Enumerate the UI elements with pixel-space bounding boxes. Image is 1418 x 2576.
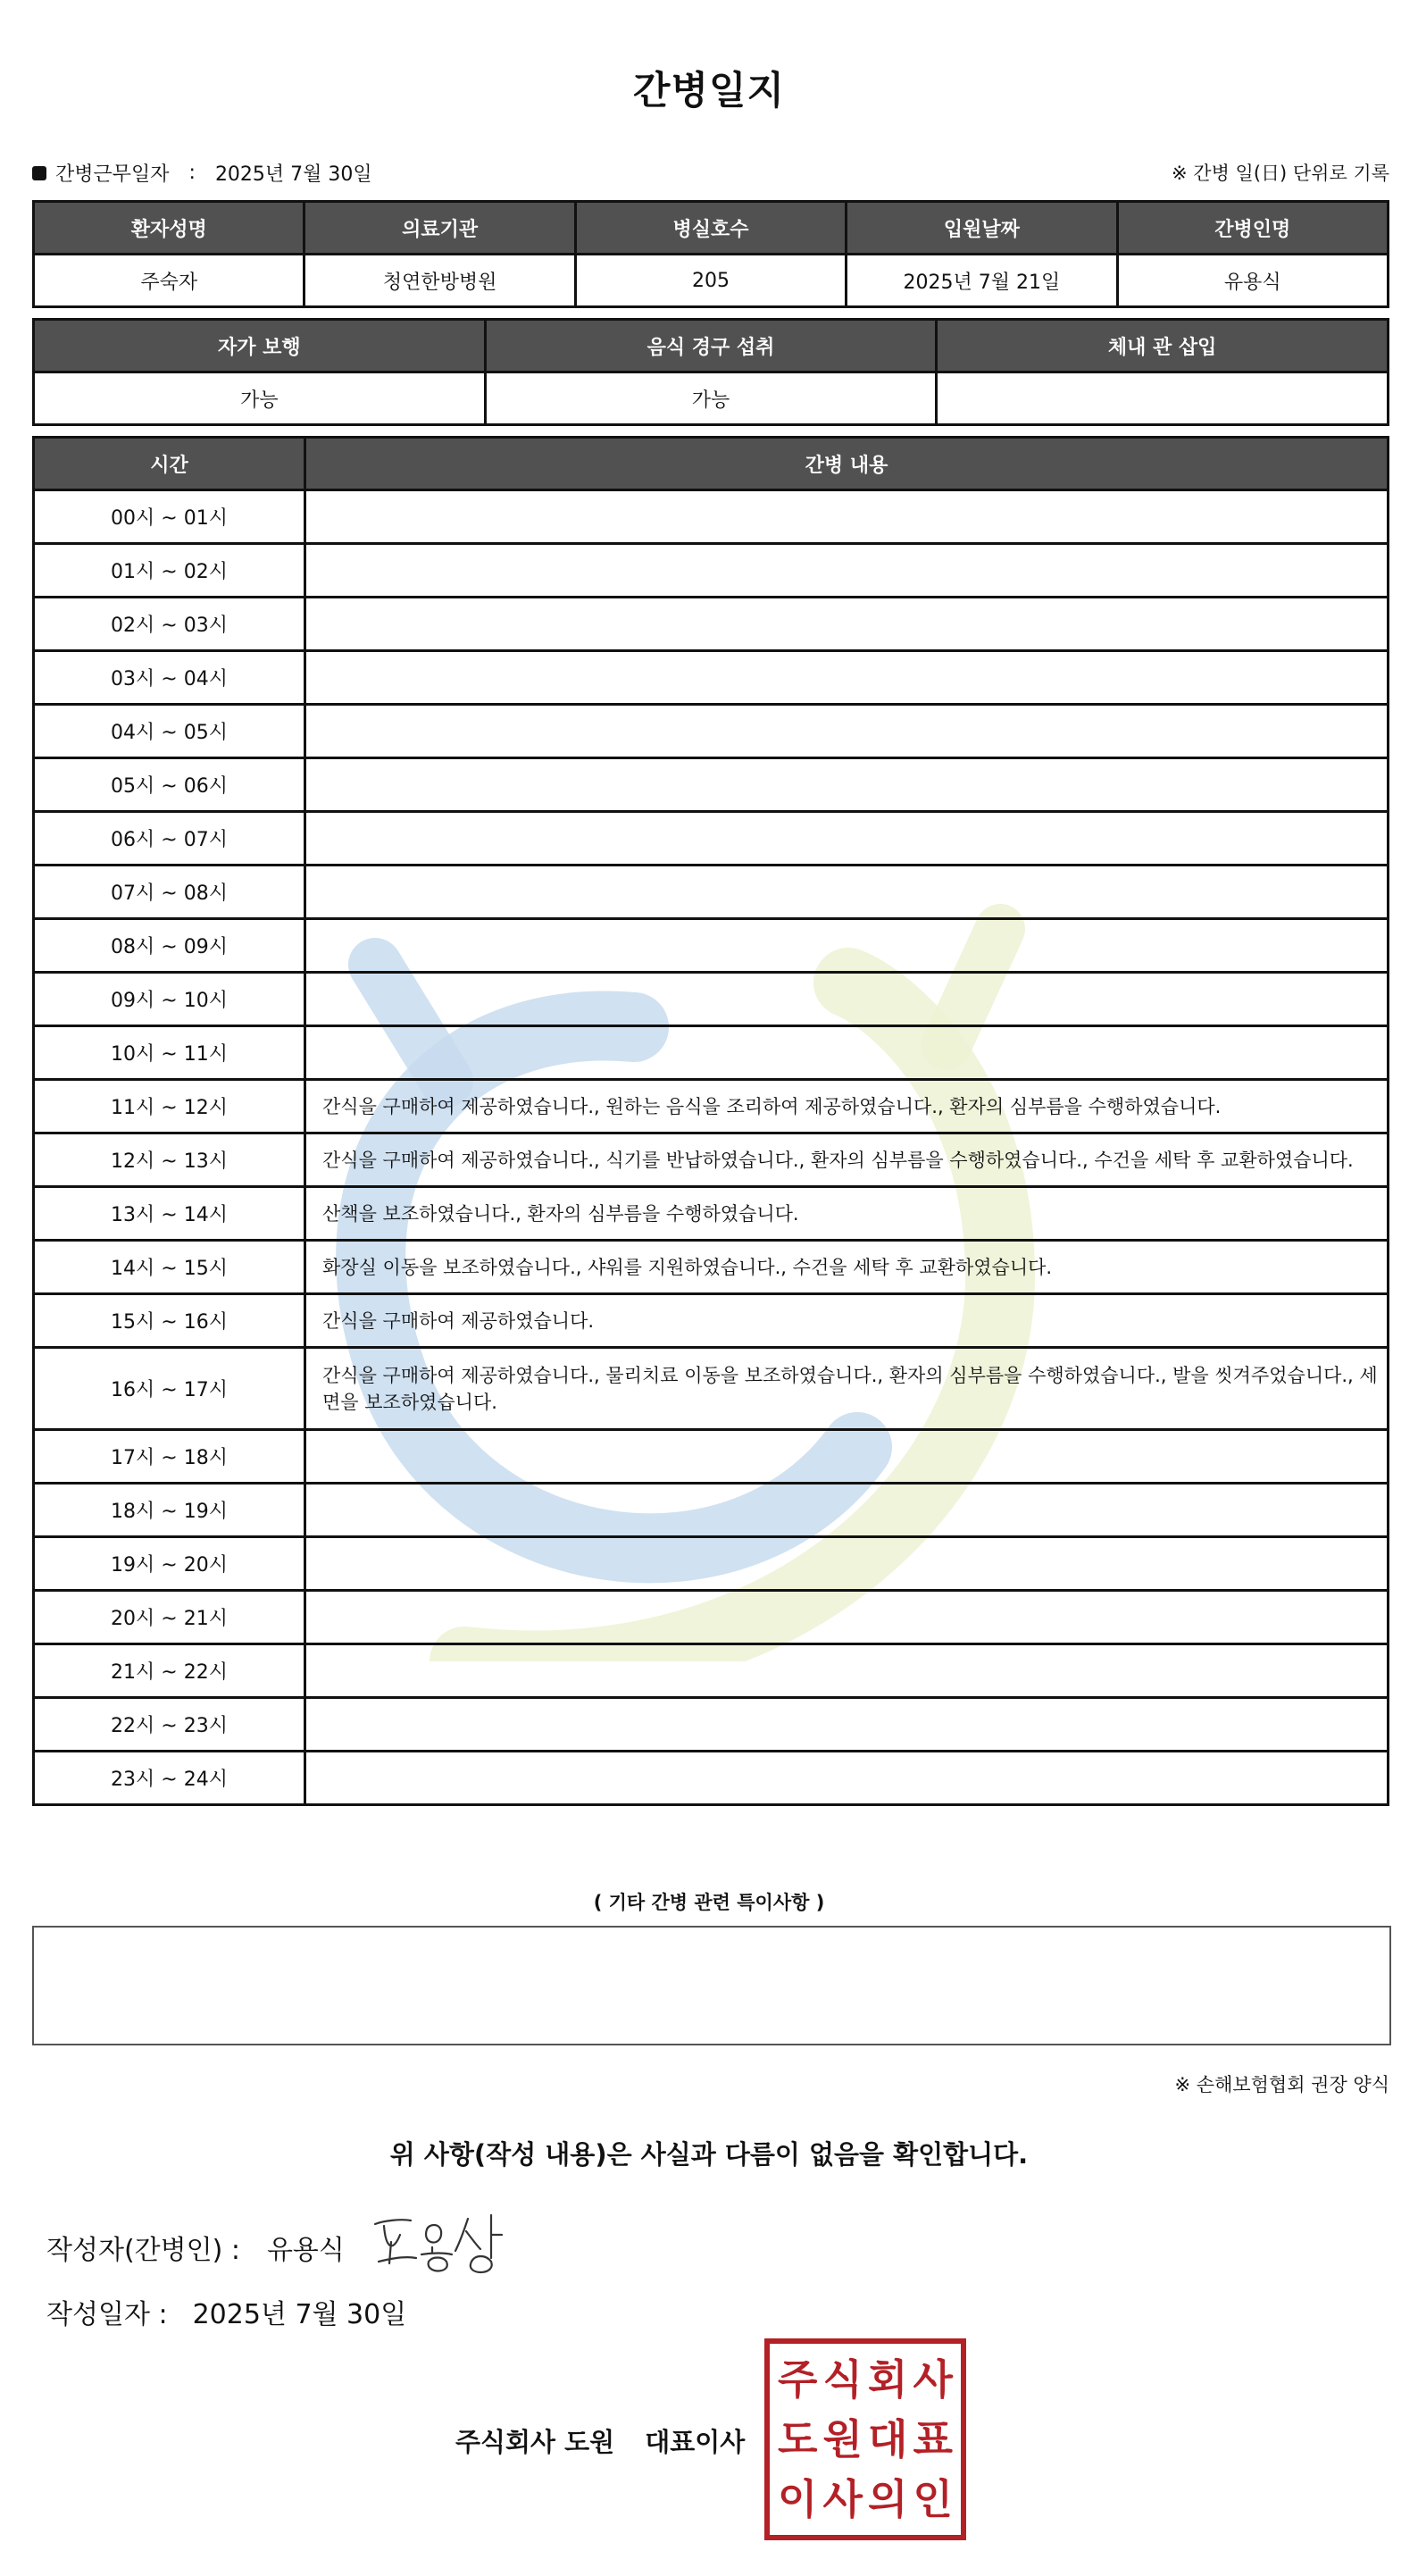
time-slot: 05시 ~ 06시: [34, 758, 305, 812]
time-slot: 23시 ~ 24시: [34, 1752, 305, 1805]
table-row: [34, 1752, 1389, 1805]
care-content: 간식을 구매하여 제공하였습니다., 물리치료 이동을 보조하였습니다., 환자의 심부름을 수행하였습니다., 발을 씻겨주었습니다., 세면을 보조하였습니다.: [305, 1348, 1389, 1430]
company-row: [455, 2422, 745, 2459]
care-content: [305, 1430, 1389, 1484]
table-row: [34, 1644, 1389, 1698]
seal-char: 식: [822, 2354, 863, 2404]
patient-status-table: [32, 318, 1389, 426]
header-oral-intake: 음식 경구 섭취: [485, 320, 937, 372]
time-slot: 10시 ~ 11시: [34, 1026, 305, 1080]
care-content: [305, 973, 1389, 1026]
tube-insertion-value: [937, 372, 1389, 425]
seal-char: 사: [913, 2354, 953, 2404]
care-content: [305, 919, 1389, 973]
seal-char: 원: [822, 2414, 863, 2463]
care-content: [305, 1026, 1389, 1080]
seal-char: 회: [868, 2354, 908, 2404]
care-content: 간식을 구매하여 제공하였습니다.: [305, 1294, 1389, 1348]
care-content: [305, 490, 1389, 544]
table-row: [34, 544, 1389, 598]
room-number: 205: [575, 255, 846, 307]
company-seal-stamp: [764, 2338, 966, 2540]
header-time: 시간: [34, 438, 305, 490]
care-content: [305, 1752, 1389, 1805]
time-slot: 15시 ~ 16시: [34, 1294, 305, 1348]
hospital-name: 청연한방병원: [304, 255, 575, 307]
table-row: [34, 1348, 1389, 1430]
handwritten-signature: [366, 2199, 527, 2279]
time-slot: 20시 ~ 21시: [34, 1591, 305, 1644]
care-content: [305, 544, 1389, 598]
table-row: [34, 1241, 1389, 1294]
care-content: [305, 866, 1389, 919]
care-content: [305, 651, 1389, 705]
work-date-row: [32, 159, 1389, 186]
care-content: [305, 812, 1389, 866]
time-slot: 21시 ~ 22시: [34, 1644, 305, 1698]
seal-char: 대: [868, 2414, 908, 2463]
table-row: [34, 1537, 1389, 1591]
written-date-row: [46, 2292, 406, 2331]
written-date-value: 2025년 7월 30일: [192, 2299, 407, 2330]
table-row: [34, 1187, 1389, 1241]
seal-char: 의: [868, 2475, 908, 2524]
care-content: [305, 598, 1389, 651]
page-title: 간병일지: [632, 69, 786, 113]
time-slot: 17시 ~ 18시: [34, 1430, 305, 1484]
seal-char: 주: [778, 2354, 818, 2404]
care-content: [305, 705, 1389, 758]
table-row: [34, 1484, 1389, 1537]
seal-char: 표: [913, 2414, 953, 2463]
header-self-walking: 자가 보행: [34, 320, 486, 372]
header-hospital: 의료기관: [304, 202, 575, 255]
time-slot: 16시 ~ 17시: [34, 1348, 305, 1430]
header-care-content: 간병 내용: [305, 438, 1389, 490]
time-slot: 01시 ~ 02시: [34, 544, 305, 598]
time-slot: 09시 ~ 10시: [34, 973, 305, 1026]
seal-char: 도: [778, 2414, 818, 2463]
colon-separator: :: [188, 162, 196, 184]
square-bullet-icon: [32, 166, 46, 180]
table-row: [34, 919, 1389, 973]
time-slot: 08시 ~ 09시: [34, 919, 305, 973]
table-row: [34, 705, 1389, 758]
patient-name: 주숙자: [34, 255, 304, 307]
table-row: [34, 758, 1389, 812]
care-content: [305, 1537, 1389, 1591]
time-slot: 04시 ~ 05시: [34, 705, 305, 758]
etc-notes-title: ( 기타 간병 관련 특이사항 ): [593, 1892, 825, 1913]
time-slot: 22시 ~ 23시: [34, 1698, 305, 1752]
work-date-label: 간병근무일자: [55, 163, 170, 186]
table-row: [34, 1080, 1389, 1133]
care-content: [305, 1698, 1389, 1752]
seal-char: 이: [778, 2475, 818, 2524]
time-slot: 03시 ~ 04시: [34, 651, 305, 705]
care-content: [305, 1644, 1389, 1698]
self-walking-value: 가능: [34, 372, 486, 425]
care-log-table: [32, 436, 1389, 1806]
time-slot: 06시 ~ 07시: [34, 812, 305, 866]
table-row: [34, 812, 1389, 866]
written-date-label: 작성일자 :: [46, 2299, 168, 2330]
table-row: [34, 1591, 1389, 1644]
table-row: [34, 866, 1389, 919]
time-slot: 00시 ~ 01시: [34, 490, 305, 544]
writer-row: [46, 2228, 345, 2267]
seal-char: 인: [913, 2475, 953, 2524]
header-room-number: 병실호수: [575, 202, 846, 255]
table-row: [34, 1698, 1389, 1752]
seal-char: 사: [822, 2475, 863, 2524]
writer-label: 작성자(간병인) :: [46, 2235, 240, 2266]
table-row: [34, 598, 1389, 651]
care-content: [305, 758, 1389, 812]
time-slot: 18시 ~ 19시: [34, 1484, 305, 1537]
table-row: [34, 973, 1389, 1026]
insurance-association-note: ※ 손해보험협회 권장 양식: [1174, 2074, 1389, 2095]
time-slot: 14시 ~ 15시: [34, 1241, 305, 1294]
header-caregiver-name: 간병인명: [1117, 202, 1388, 255]
writer-name: 유용식: [266, 2235, 345, 2266]
time-slot: 07시 ~ 08시: [34, 866, 305, 919]
table-row: [34, 1133, 1389, 1187]
caregiver-name: 유용식: [1117, 255, 1388, 307]
care-content: [305, 1591, 1389, 1644]
patient-info-table: [32, 200, 1389, 308]
record-note: ※ 간병 일(日) 단위로 기록: [1172, 163, 1389, 184]
care-content: 산책을 보조하였습니다., 환자의 심부름을 수행하였습니다.: [305, 1187, 1389, 1241]
etc-notes-box: [32, 1926, 1391, 2045]
time-slot: 02시 ~ 03시: [34, 598, 305, 651]
time-slot: 12시 ~ 13시: [34, 1133, 305, 1187]
table-row: [34, 490, 1389, 544]
care-content: 간식을 구매하여 제공하였습니다., 원하는 음식을 조리하여 제공하였습니다., 환자의 심부름을 수행하였습니다.: [305, 1080, 1389, 1133]
oral-intake-value: 가능: [485, 372, 937, 425]
header-patient-name: 환자성명: [34, 202, 304, 255]
confirmation-statement: 위 사항(작성 내용)은 사실과 다름이 없음을 확인합니다.: [389, 2139, 1029, 2170]
care-content: 화장실 이동을 보조하였습니다., 샤워를 지원하였습니다., 수건을 세탁 후 교환하였습니다.: [305, 1241, 1389, 1294]
table-row: [34, 1430, 1389, 1484]
company-name: 주식회사 도원: [455, 2427, 615, 2457]
ceo-label: 대표이사: [645, 2427, 746, 2457]
table-row: [34, 1026, 1389, 1080]
time-slot: 11시 ~ 12시: [34, 1080, 305, 1133]
table-row: [34, 651, 1389, 705]
header-tube-insertion: 체내 관 삽입: [937, 320, 1389, 372]
care-content: 간식을 구매하여 제공하였습니다., 식기를 반납하였습니다., 환자의 심부름을 수행하였습니다., 수건을 세탁 후 교환하였습니다.: [305, 1133, 1389, 1187]
admission-date: 2025년 7월 21일: [847, 255, 1117, 307]
work-date-value: 2025년 7월 30일: [214, 163, 372, 186]
time-slot: 19시 ~ 20시: [34, 1537, 305, 1591]
time-slot: 13시 ~ 14시: [34, 1187, 305, 1241]
care-content: [305, 1484, 1389, 1537]
table-row: [34, 1294, 1389, 1348]
header-admission-date: 입원날짜: [847, 202, 1117, 255]
